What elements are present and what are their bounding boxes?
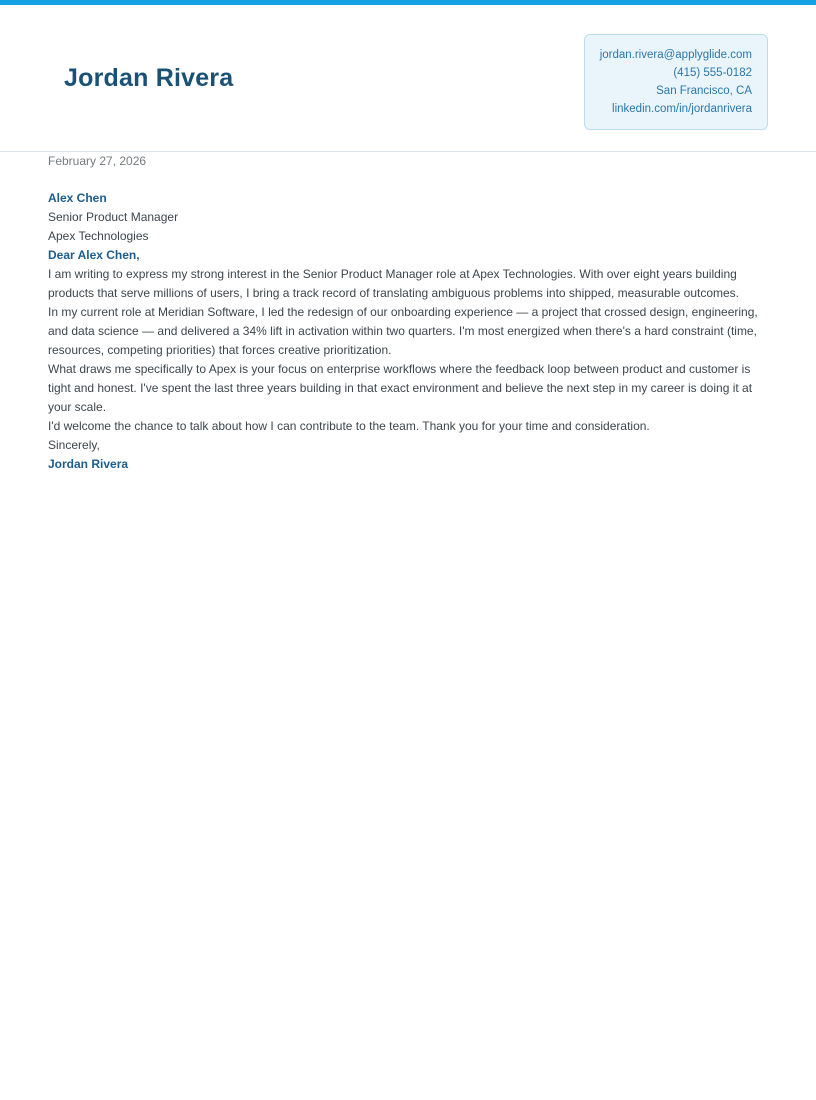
salutation: Dear Alex Chen,	[48, 248, 140, 262]
contact-email: jordan.rivera@applyglide.com	[599, 49, 752, 61]
body-paragraph: What draws me specifically to Apex is your focus on enterprise workflows where the feedback loop between product and customer is tight and honest. I've spent the last three years building in that exact environment and believe the next step in my career is doing it at your scale.	[48, 362, 753, 414]
contact-location: San Francisco, CA	[656, 85, 752, 97]
letter-body	[0, 152, 816, 474]
letter-header	[0, 5, 816, 152]
body-paragraph: I am writing to express my strong interest in the Senior Product Manager role at Apex Technologies. With over eight years building products that serve millions of users, I bring a track record of translating ambiguous problems into shipped, measurable outcomes.	[48, 267, 740, 300]
contact-phone: (415) 555-0182	[673, 67, 752, 79]
recipient-title: Senior Product Manager	[48, 210, 179, 224]
recipient-block	[48, 189, 768, 246]
body-paragraph: In my current role at Meridian Software, I led the redesign of our onboarding experience — a project that crossed design, engineering, and data science — and delivered a 34% lift in activation within two quarters. I'm most energized when there's a hard constraint (time, resources, competing priorities) that forces creative prioritization.	[48, 305, 758, 357]
recipient-company: Apex Technologies	[48, 229, 149, 243]
contact-linkedin: linkedin.com/in/jordanrivera	[612, 103, 752, 115]
recipient-name: Alex Chen	[48, 191, 107, 205]
signature-name: Jordan Rivera	[48, 457, 129, 471]
date-line: February 27, 2026	[48, 154, 147, 168]
body-paragraph: I'd welcome the chance to talk about how I can contribute to the team. Thank you for your time and consideration.	[48, 419, 650, 433]
contact-card	[584, 34, 768, 130]
sender-name: Jordan Rivera	[64, 64, 234, 92]
closing: Sincerely,	[48, 438, 100, 452]
